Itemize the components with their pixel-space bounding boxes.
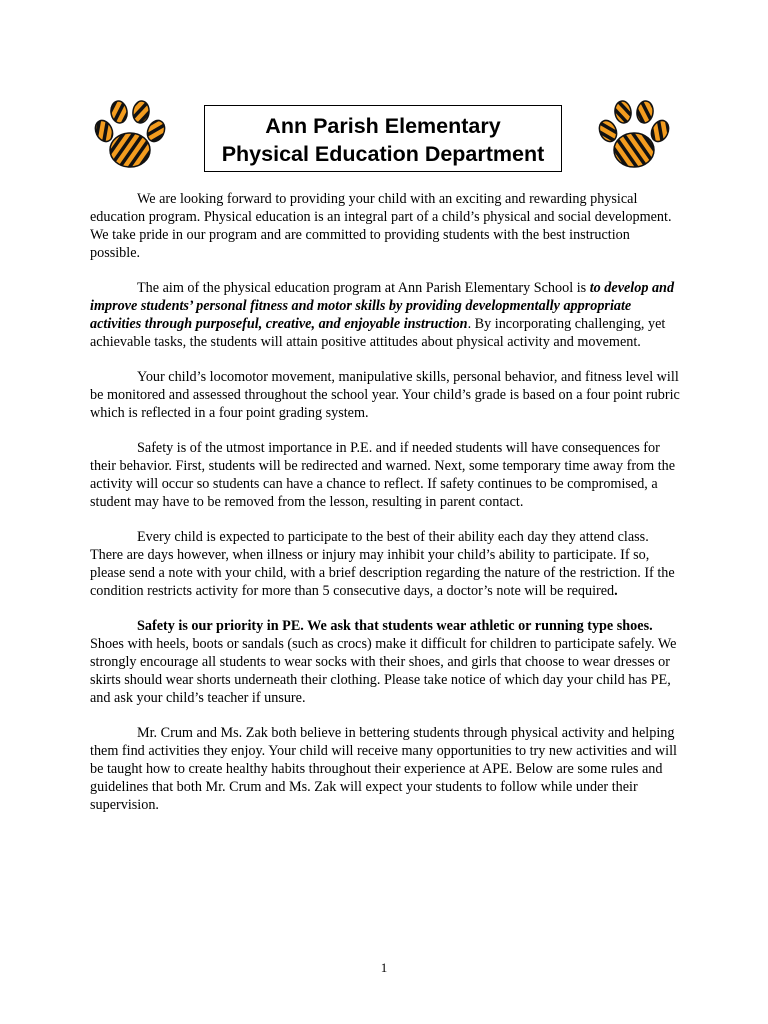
participation-text: Every child is expected to participate to the best of their ability each day they attend class. There are days however, when illness or injury may inhibit your child’s ability to participate. If so, please send a note with your child, with a brief description regarding the nature of the restriction. If the condition restricts activity for more than 5 consecutive days, a doctor’s note will be required (90, 529, 675, 599)
aim-intro-text: The aim of the physical education program at Ann Parish Elementary School is (137, 280, 590, 296)
page-number: 1 (380, 960, 388, 975)
department-name: Physical Education Department (221, 142, 545, 166)
footwear-rest-text: Shoes with heels, boots or sandals (such as crocs) make it difficult for children to participate safely. We strongly encourage all students to wear socks with their shoes, and girls that choose to wear dresses or skirts should wear shorts underneath their clothing. Please take notice of which day your child has PE, and ask your child’s teacher if unsure. (90, 636, 677, 706)
paragraph-footwear (90, 617, 682, 707)
tiger-paw-icon (594, 95, 674, 175)
aim-rest-text: . By incorporating challenging, yet achievable tasks, the students will attain positive attitudes about physical activity and movement. (90, 316, 666, 350)
participation-end-period: . (614, 583, 618, 599)
school-name: Ann Parish Elementary (265, 114, 501, 138)
title-box (204, 105, 562, 172)
paragraph-assessment: Your child’s locomotor movement, manipulative skills, personal behavior, and fitness level will be monitored and assessed throughout the school year. Your child’s grade is based on a four point rubric which is reflected in a four point grading system. (90, 369, 680, 421)
aim-emphasis-text: to develop and improve students’ personal fitness and motor skills by providing developmentally appropriate activities through purposeful, creative, and enjoyable instruction (90, 280, 675, 332)
paragraph-intro: We are looking forward to providing your child with an exciting and rewarding physical education program. Physical education is an integral part of a child’s physical and social development. We take pride in our program and are committed to providing students with the best instruction possible. (90, 191, 672, 261)
footwear-bold-text: Safety is our priority in PE. We ask that students wear athletic or running type shoes. (137, 618, 653, 634)
paragraph-participation (90, 528, 682, 600)
letter-body (90, 190, 682, 831)
paragraph-safety-consequences: Safety is of the utmost importance in P.E. and if needed students will have consequences for their behavior. First, students will be redirected and warned. Next, some temporary time away from the activity will occur so students can have a chance to reflect. If safety continues to be compromised, a student may have to be removed from the lesson, resulting in parent contact. (90, 440, 676, 510)
paragraph-aim (90, 279, 682, 351)
tiger-paw-icon (90, 95, 170, 175)
paragraph-teachers: Mr. Crum and Ms. Zak both believe in bettering students through physical activity and helping them find activities they enjoy. Your child will receive many opportunities to try new activities and will be taught how to create healthy habits throughout their experience at APE. Below are some rules and guidelines that both Mr. Crum and Ms. Zak will expect your students to follow while under their supervision. (90, 725, 677, 813)
